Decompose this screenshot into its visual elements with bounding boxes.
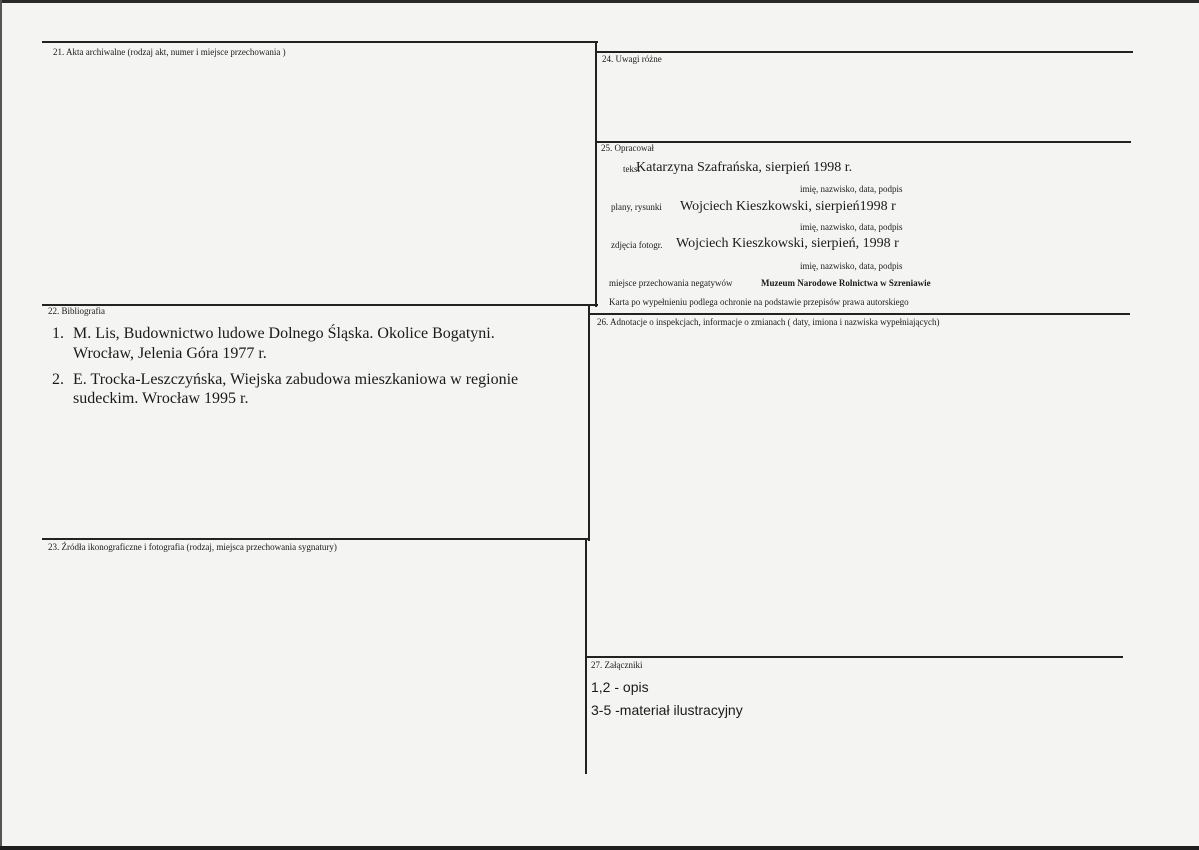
rule-section-23-top (42, 538, 588, 540)
signature-hint-2: imię, nazwisko, data, podpis (800, 222, 903, 232)
photos-author-label: zdjęcia fotogr. (611, 240, 663, 250)
plans-author-value: Wojciech Kieszkowski, sierpień1998 r (680, 199, 896, 214)
signature-hint-3: imię, nazwisko, data, podpis (800, 261, 903, 271)
rule-section-25-top (596, 141, 1131, 143)
section-24-label: 24. Uwagi różne (602, 54, 662, 64)
rule-section-27-top (586, 656, 1123, 658)
section-26-label: 26. Adnotacje o inspekcjach, informacje o zmianach ( daty, imiona i nazwiska wypełniających) (597, 317, 940, 327)
plans-author-label: plany, rysunki (611, 202, 662, 212)
rule-section-22-top (42, 304, 598, 306)
rule-top-left (42, 41, 598, 43)
copyright-note: Karta po wypełnieniu podlega ochronie na podstawie przepisów prawa autorskiego (609, 297, 909, 307)
page-left-edge (0, 0, 2, 850)
negatives-location-label: miejsce przechowania negatywów (609, 278, 733, 288)
text-author-value: Katarzyna Szafrańska, sierpień 1998 r. (636, 160, 853, 175)
rule-center-upper (595, 42, 597, 307)
section-25-label: 25. Opracował (601, 143, 654, 153)
bibliography-item-1-line-1: M. Lis, Budownictwo ludowe Dolnego Śląska. Okolice Bogatyni. (73, 325, 495, 342)
section-23-label: 23. Źródła ikonograficzne i fotografia (rodzaj, miejsca przechowania sygnatury) (48, 542, 337, 552)
bibliography-item-2-number: 2. (52, 371, 64, 388)
rule-section-26-top (590, 313, 1130, 315)
bibliography-item-2-line-1: E. Trocka-Leszczyńska, Wiejska zabudowa mieszkaniowa w regionie (73, 371, 519, 388)
section-27-label: 27. Załączniki (591, 660, 643, 670)
attachment-item-2: 3-5 -materiał ilustracyjny (591, 702, 743, 718)
section-21-label: 21. Akta archiwalne (rodzaj akt, numer i miejsce przechowania ) (53, 47, 286, 57)
bibliography-item-1-line-2: Wrocław, Jelenia Góra 1977 r. (73, 345, 267, 362)
bibliography-item-2-line-2: sudeckim. Wrocław 1995 r. (73, 390, 249, 407)
attachment-item-1: 1,2 - opis (591, 679, 649, 695)
text-author-label: tekst (623, 164, 640, 174)
bibliography-item-1-number: 1. (52, 325, 64, 342)
section-22-label: 22. Bibliografia (48, 306, 105, 316)
signature-hint-1: imię, nazwisko, data, podpis (800, 184, 903, 194)
page-bottom-edge (0, 846, 1199, 850)
rule-center-middle (588, 305, 590, 541)
rule-top-right (596, 51, 1133, 53)
photos-author-value: Wojciech Kieszkowski, sierpień, 1998 r (676, 236, 899, 251)
page-top-edge (0, 0, 1199, 3)
negatives-location-value: Muzeum Narodowe Rolnictwa w Szreniawie (761, 278, 931, 288)
